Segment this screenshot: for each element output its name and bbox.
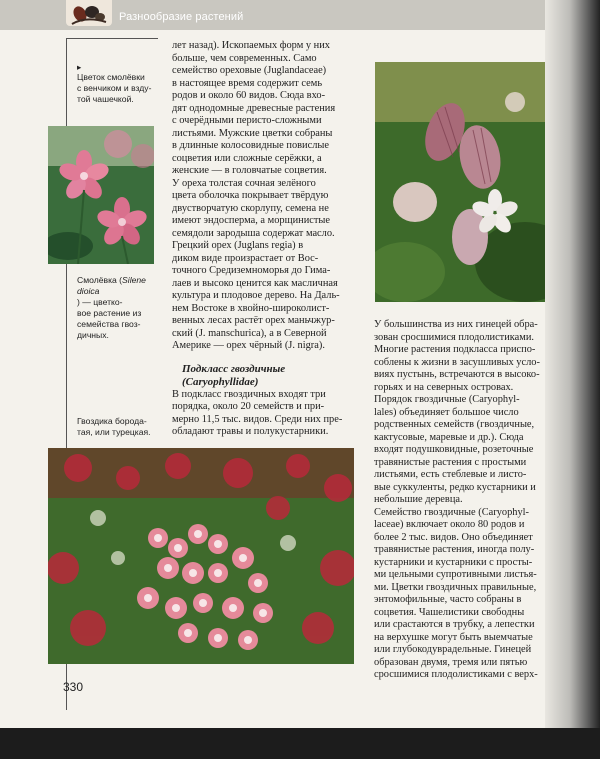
page-number: 330 bbox=[63, 680, 84, 694]
scan-bottom-edge bbox=[0, 728, 600, 759]
subheading-caryophyllidae: Подкласс гвоздичные (Caryophyllidae) bbox=[182, 362, 286, 388]
sweet-william-photo bbox=[48, 448, 354, 664]
caption-campion-flower: Цветок смолёвки с венчиком и взду- той чашечкой. bbox=[77, 72, 152, 104]
header-title: Разнообразие растений bbox=[119, 11, 244, 23]
middle-text-column: лет назад). Ископаемых форм у них больше, чем современных. Само семейство ореховые (Juglandaceae) в настоящее время содержит семь родов и около 60 видов. Сюда вхо- дят однодомные древесные растения с очерёдными перисто-сложными листьями. Мужские цветки собраны в длинные колосовидные повислые соцветия или сложные серёжки, а женские — в головчатые соцветия. У ореха толстая сочная зелёного цвета оболочка покрывает твёрдую двустворчатую скорлупу, семена не имеют эндосперма, а морщинистые семядоли зародыша содержат масло. Грецкий орех (Juglans regia) в диком виде произрастает от Вос- точного Средиземноморья до Гима- лаев и высоко ценится как масличная культура и плодовое дерево. На Даль- нем Востоке в хвойно-широколист- венных лесах растёт орех маньчжур- ский (J. manschurica), а в Северной Америке — орех чёрный (J. nigra). Подкласс гвоздичные (Caryophyllidae) В подкласс гвоздичных входят три порядка, около 20 семейств и при- мерно 11,5 тыс. видов. Среди них пре- обладают травы и полукустарники. bbox=[172, 40, 356, 439]
caption-sweet-william: Гвоздика борода- тая, или турецкая. bbox=[77, 416, 151, 437]
page-gutter-shadow bbox=[545, 0, 600, 728]
campion-photo bbox=[48, 126, 154, 264]
bladder-campion-photo bbox=[375, 62, 555, 302]
right-text-column: У большинства из них гинецей обра- зован сросшимися плодолистиками. Многие растения подкласса приспо- соблены к жизни в засушливых усло- виях пустынь, встречаются в высоко- горьях и на северных островах. Порядок гвоздичные (Caryophyl- lales) объединяет большое число родственных семейств (гвоздичные, кактусовые, маревые и др.). Сюда входят подушковидные, розеточные травянистые растения с простыми листьями, есть стеблевые и листо- вые суккуленты, редко кустарники и небольшие деревца. Семейство гвоздичные (Caryophyl- laceae) включает около 80 родов и более 2 тыс. видов. Оно объединяет травянистые растения, иногда полу- кустарники и кустарники с просты- ми цельными супротивными листья- ми. Цветки гвоздичных правильные, энтомофильные, часто собраны в соцветия. Чашелистики свободны или срастаются в трубку, а лепестки на верхушке могут быть выемчатые или глубокодуврадельные. Гинецей образован двумя, тремя или пятью сросшимися плодолистиками с верх- bbox=[374, 319, 540, 680]
caption-silene-dioica: Смолёвка (Silene dioica ) — цветко- вое растение из семейства гвоз- дичных. bbox=[77, 275, 146, 340]
top-frame-line bbox=[66, 38, 158, 39]
arrow-marker-icon: ▸ bbox=[77, 62, 82, 72]
flower-emblem-icon bbox=[66, 0, 112, 26]
